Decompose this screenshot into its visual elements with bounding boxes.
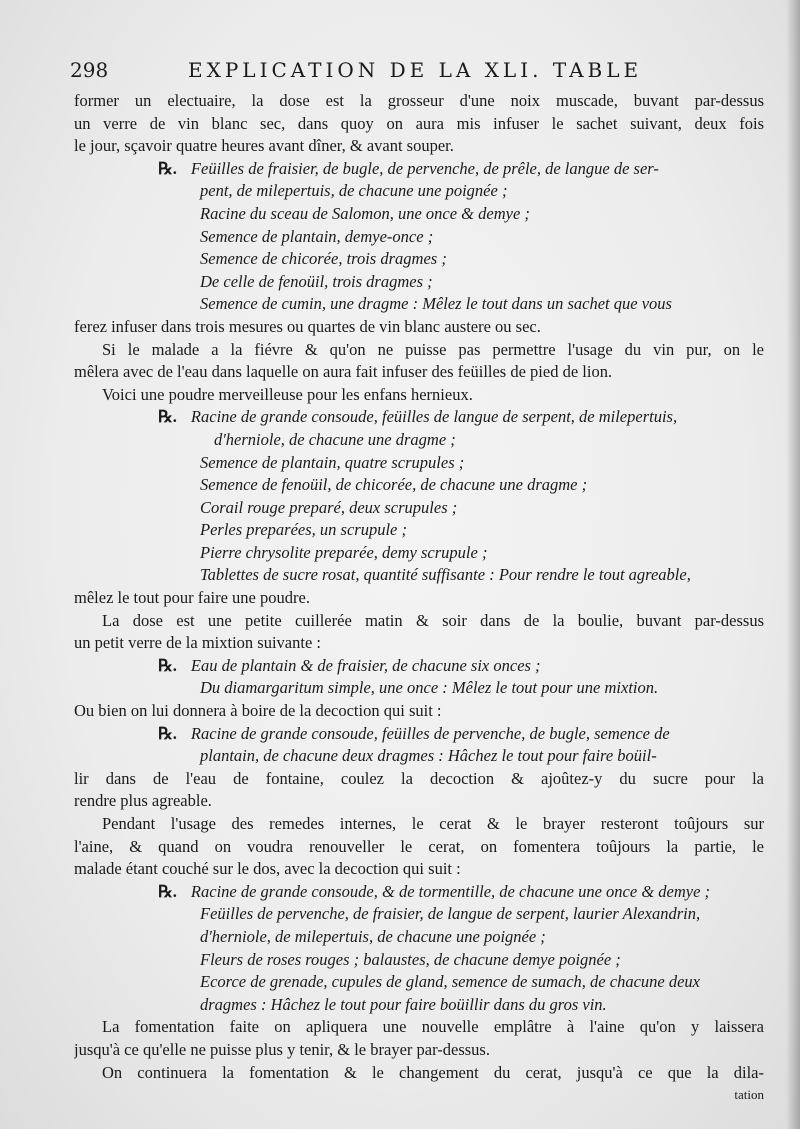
line-text: Perles preparées, un scrupule ; — [200, 520, 407, 540]
line-text: former un electuaire, la dose est la grosseur d'une noix muscade, buvant par-dessus — [74, 91, 764, 110]
text-line — [74, 180, 764, 203]
line-text: Si le malade a la fiévre & qu'on ne puisse pas permettre l'usage du vin pur, on le — [102, 339, 764, 359]
text-line — [74, 655, 764, 678]
line-text: Semence de plantain, demye-once ; — [200, 226, 434, 246]
text-line — [74, 768, 764, 791]
text-line — [74, 158, 764, 181]
text-line — [74, 926, 764, 949]
line-text: Semence de cumin, une dragme : Mêlez le tout dans un sachet que vous — [200, 294, 672, 314]
text-line — [74, 790, 764, 813]
line-text: un petit verre de la mixtion suivante : — [74, 633, 321, 653]
line-text: Eau de plantain & de fraisier, de chacune six onces ; — [190, 655, 541, 675]
line-text: Feüilles de pervenche, de fraisier, de langue de serpent, laurier Alexandrin, — [200, 904, 701, 924]
text-line — [74, 1084, 764, 1107]
line-text: Corail rouge preparé, deux scrupules ; — [200, 497, 458, 517]
page-edge-shadow — [786, 0, 800, 1129]
line-text: Semence de fenoüil, de chicorée, de chacune une dragme ; — [200, 475, 588, 495]
line-text: jusqu'à ce qu'elle ne puisse plus y tenir, & le brayer par-dessus. — [74, 1039, 490, 1059]
line-text: Semence de chicorée, trois dragmes ; — [200, 249, 447, 269]
text-line — [74, 1039, 764, 1062]
text-line — [74, 429, 764, 452]
text-line — [74, 203, 764, 226]
running-title: EXPLICATION DE LA XLI. TABLE — [188, 58, 643, 82]
text-line — [74, 700, 764, 723]
text-line — [74, 564, 764, 587]
recipe-mark: ℞. — [158, 723, 177, 743]
text-line — [74, 361, 764, 384]
line-text: Pendant l'usage des remedes internes, le cerat & le brayer resteront toûjours sur — [102, 814, 764, 833]
line-text: Racine de grande consoude, feüilles de pervenche, de bugle, semence de — [190, 723, 670, 743]
line-text: Ecorce de grenade, cupules de gland, semence de sumach, de chacune deux — [200, 972, 701, 992]
text-line — [74, 723, 764, 746]
text-line — [74, 949, 764, 972]
text-line — [74, 677, 764, 700]
text-line — [74, 316, 764, 339]
line-text: malade étant couché sur le dos, avec la decoction qui suit : — [74, 859, 461, 879]
body-text — [74, 90, 764, 1107]
line-text: Fleurs de roses rouges ; balaustes, de chacune demye poignée ; — [200, 949, 621, 969]
text-line — [74, 632, 764, 655]
text-line — [74, 971, 764, 994]
text-line — [74, 452, 764, 475]
text-line — [74, 994, 764, 1017]
line-text: De celle de fenoüil, trois dragmes ; — [200, 271, 433, 291]
text-line — [74, 519, 764, 542]
text-line — [74, 293, 764, 316]
line-text: Racine de grande consoude, & de tormentille, de chacune une once & demye ; — [190, 881, 711, 901]
line-text: mêlera avec de l'eau dans laquelle on aura fait infuser des feüilles de pied de lion. — [74, 362, 613, 382]
line-text: Feüilles de fraisier, de bugle, de pervenche, de prêle, de langue de ser- — [190, 158, 659, 178]
text-line — [74, 226, 764, 249]
text-line — [74, 406, 764, 429]
text-line — [74, 90, 764, 113]
text-line — [74, 542, 764, 565]
text-line — [74, 135, 764, 158]
line-text: Semence de plantain, quatre scrupules ; — [200, 452, 465, 472]
line-text: Du diamargaritum simple, une once : Mêlez le tout pour une mixtion. — [200, 678, 659, 698]
line-text: La fomentation faite on apliquera une nouvelle emplâtre à l'aine qu'on y laissera — [102, 1017, 764, 1037]
page-header — [70, 58, 770, 90]
line-text: On continuera la fomentation & le changement du cerat, jusqu'à ce que la dila- — [102, 1062, 764, 1082]
text-line — [74, 836, 764, 859]
line-text: Voici une poudre merveilleuse pour les enfans hernieux. — [102, 384, 473, 404]
text-line — [74, 610, 764, 633]
text-line — [74, 1016, 764, 1039]
text-line — [74, 745, 764, 768]
line-text: plantain, de chacune deux dragmes : Hâchez le tout pour faire boüil- — [200, 746, 657, 766]
text-line — [74, 113, 764, 136]
text-line — [74, 881, 764, 904]
text-line — [74, 903, 764, 926]
line-text: pent, de milepertuis, de chacune une poignée ; — [200, 181, 508, 201]
text-line — [74, 248, 764, 271]
line-text: d'herniole, de milepertuis, de chacune une poignée ; — [200, 926, 546, 946]
page-number: 298 — [70, 58, 109, 82]
recipe-mark: ℞. — [158, 881, 177, 901]
recipe-mark: ℞. — [158, 407, 177, 427]
line-text: mêlez le tout pour faire une poudre. — [74, 588, 310, 608]
line-text: Ou bien on lui donnera à boire de la decoction qui suit : — [74, 701, 442, 721]
text-line — [74, 1062, 764, 1085]
line-text: tation — [734, 1087, 764, 1103]
line-text: lir dans de l'eau de fontaine, coulez la decoction & ajoûtez-y du sucre pour la — [74, 768, 764, 788]
line-text: dragmes : Hâchez le tout pour faire boüillir dans du gros vin. — [200, 994, 607, 1014]
recipe-mark: ℞. — [158, 158, 177, 178]
line-text: l'aine, & quand on voudra renouveller le cerat, on fomentera toûjours la partie, le — [74, 836, 764, 856]
line-text: d'herniole, de chacune une dragme ; — [214, 429, 456, 449]
line-text: rendre plus agreable. — [74, 791, 212, 811]
text-line — [74, 271, 764, 294]
recipe-mark: ℞. — [158, 655, 177, 675]
line-text: Racine du sceau de Salomon, une once & demye ; — [200, 203, 530, 223]
line-text: Pierre chrysolite preparée, demy scrupule ; — [200, 542, 488, 562]
line-text: un verre de vin blanc sec, dans quoy on aura mis infuser le sachet suivant, deux fois — [74, 113, 764, 133]
line-text: Tablettes de sucre rosat, quantité suffisante : Pour rendre le tout agreable, — [200, 565, 691, 585]
line-text: Racine de grande consoude, feüilles de langue de serpent, de milepertuis, — [190, 407, 678, 427]
line-text: ferez infuser dans trois mesures ou quartes de vin blanc austere ou sec. — [74, 316, 541, 336]
text-line — [74, 474, 764, 497]
text-line — [74, 497, 764, 520]
text-line — [74, 339, 764, 362]
text-line — [74, 813, 764, 836]
text-line — [74, 858, 764, 881]
line-text: le jour, sçavoir quatre heures avant dîner, & avant souper. — [74, 136, 454, 156]
text-line — [74, 384, 764, 407]
line-text: La dose est une petite cuillerée matin & soir dans de la boulie, buvant par-dessus — [102, 610, 764, 630]
text-line — [74, 587, 764, 610]
